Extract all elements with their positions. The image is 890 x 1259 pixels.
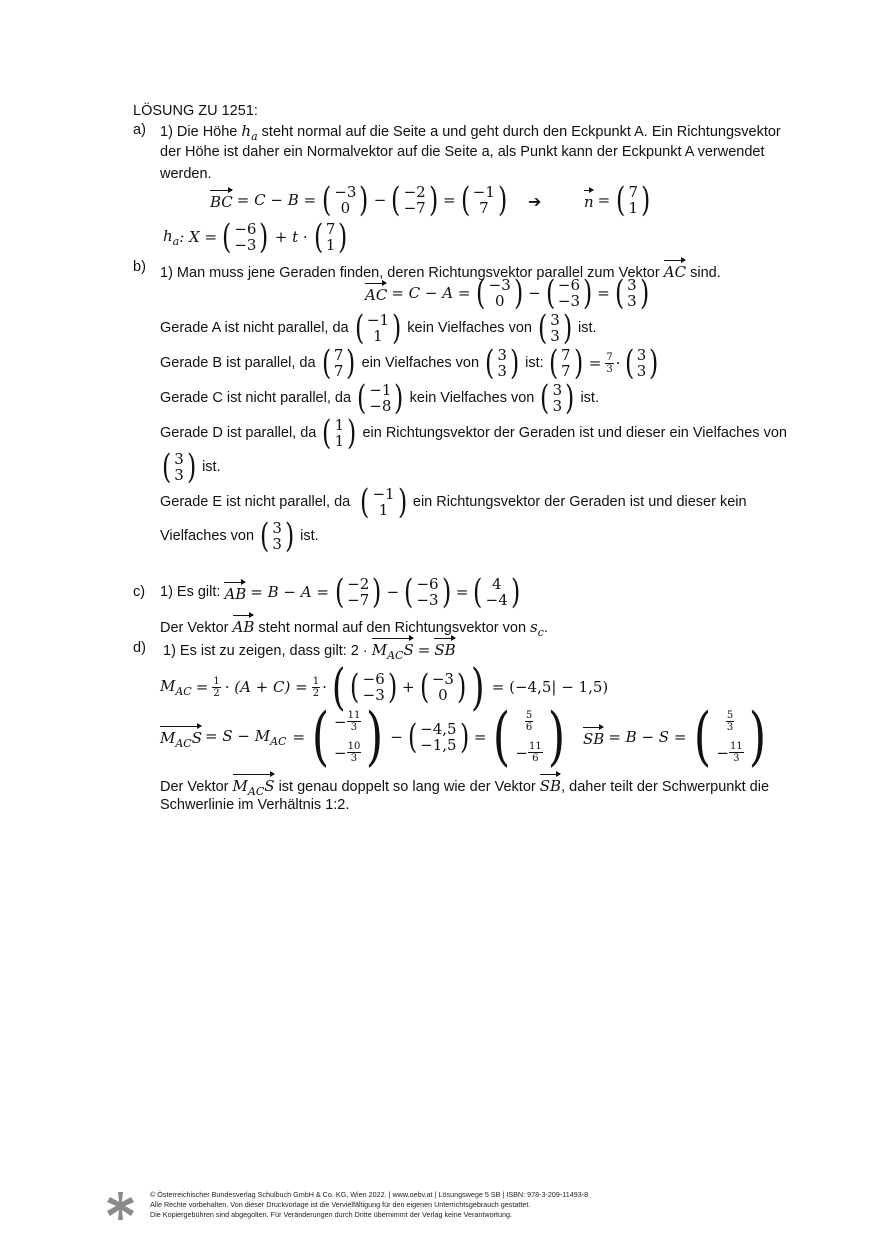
footer-disclaimer: Die Kopiergebühren sind abgegolten. Für Veränderungen durch Dritte übernimmt der Verlag keine Verantwortung. — [150, 1210, 512, 1219]
footer — [150, 1190, 588, 1220]
direction-vector: 7 1 — [325, 220, 336, 254]
point-a: −6 −3 — [234, 220, 257, 254]
line-b-check: Gerade B ist parallel, da ( 7 7 ) ein Vielfaches von ( 3 3 ) ist: ( 7 7 ) = $\frac{7}{3}$ · ( 3 3 ) — [160, 343, 659, 383]
n-vector-symbol: n — [584, 189, 594, 211]
conclusion-line2: Schwerlinie im Verhältnis 1:2. — [160, 797, 350, 813]
line-d-check: Gerade D ist parallel, da ( 1 1 ) ein Richtungsvektor der Geraden ist und dieser ein Vielfaches von — [160, 413, 787, 453]
part-a-line1: 1) Die Höhe $h_a$ steht normal auf die Seite a und geht durch den Eckpunkt A. Ein Richtungsvektor — [160, 122, 781, 143]
bc-vector-symbol: BC — [210, 189, 233, 211]
normal-vector: n = ( 7 1 ) — [584, 180, 651, 220]
part-c-line2: Der Vektor AB steht normal auf den Richtungsvektor von $s_c$. — [160, 614, 548, 639]
part-a-line2: der Höhe ist daher ein Normalvektor auf die Seite a, als Punkt kann der Eckpunkt A verwendet — [160, 144, 765, 160]
part-a-bc-equation: BC = C − B = ( −3 0 ) − ( −2 −7 ) = ( −1 7 ) — [210, 180, 508, 220]
part-b-intro: 1) Man muss jene Geraden finden, deren Richtungsvektor parallel zum Vektor AC sind. — [160, 259, 721, 281]
ab-equation: 1) Es gilt: AB = B − A = ( −2 −7 ) − ( −6 −3 ) = ( 4 −4 ) — [160, 572, 521, 612]
part-a-line3: werden. — [160, 166, 212, 182]
page-title: LÖSUNG ZU 1251: — [133, 103, 258, 119]
height-line-equation: $h_a$ : X = ( −6 −3 ) + t · ( 7 1 ) — [163, 217, 348, 257]
height-symbol: $h_a$ — [241, 122, 258, 143]
publisher-logo-icon — [104, 1190, 136, 1222]
line-e-check-cont: Vielfaches von ( 3 3 ) ist. — [160, 516, 319, 556]
ac-equation: AC = C − A = ( −3 0 ) − ( −6 −3 ) = ( 3 3 ) — [365, 273, 649, 313]
footer-rights: Alle Rechte vorbehalten. Von dieser Druckvorlage ist die Vervielfältigung für den eigenen Unterrichtsgebrauch gestattet. — [150, 1200, 531, 1209]
macs-equation: $M_{AC}S$ = $S - M_{AC}$ = ( − $\frac{11}{3}$ − $\frac{10}{3}$ ) − ( −4,5 −1,5 ) = ( $\frac{5}{6}$ − $\frac{11}{6}$ ) — [160, 700, 565, 774]
sb-equation: SB = B − S = ( $\frac{5}{3}$ − $\frac{11}{3}$ ) — [583, 700, 766, 774]
part-b-label: b) — [133, 259, 146, 275]
vec-b: −2 −7 — [403, 183, 426, 217]
line-d-check-cont: ( 3 3 ) ist. — [161, 447, 221, 487]
conclusion-line1: Der Vektor $M_{AC}S$ ist genau doppelt so lang wie der Vektor SB, daher teilt der Schwerpunkt die — [160, 773, 769, 798]
part-d-label: d) — [133, 640, 146, 656]
vec-c: −3 0 — [334, 183, 357, 217]
implies-arrow: ➔ — [528, 194, 542, 211]
part-a-label: a) — [133, 122, 146, 138]
footer-copyright: © Österreichischer Bundesverlag Schulbuch GmbH & Co. KG, Wien 2022. | www.oebv.at | Lösungswege 5 SB | ISBN: 978-3-209-11493-8 — [150, 1190, 589, 1199]
line-e-check: Gerade E ist nicht parallel, da ( −1 1 ) ein Richtungsvektor der Geraden ist und dieser kein — [160, 482, 747, 522]
midpoint-equation: $M_{AC}$ = $\frac{1}{2}$ · (A + C) = $\frac{1}{2}$ · ( ( −6 −3 ) + ( −3 0 ) ) = (−4,5| − 1,5) — [160, 658, 609, 716]
line-a-check: Gerade A ist nicht parallel, da ( −1 1 ) kein Vielfaches von ( 3 3 ) ist. — [160, 308, 597, 348]
line-c-check: Gerade C ist nicht parallel, da ( −1 −8 ) kein Vielfaches von ( 3 3 ) ist. — [160, 378, 599, 418]
macs-result: $\frac{5}{6}$ − $\frac{11}{6}$ — [515, 710, 542, 764]
sb-result: $\frac{5}{3}$ − $\frac{11}{3}$ — [716, 710, 743, 764]
part-d-claim: 1) Es ist zu zeigen, dass gilt: $2 \cdot M_{AC}S$ = SB — [163, 637, 456, 662]
part-c-label: c) — [133, 584, 146, 600]
vec-bc: −1 7 — [472, 183, 495, 217]
ha-symbol: $h_a$ — [163, 226, 180, 248]
s-vector: − $\frac{11}{3}$ − $\frac{10}{3}$ — [334, 710, 361, 764]
